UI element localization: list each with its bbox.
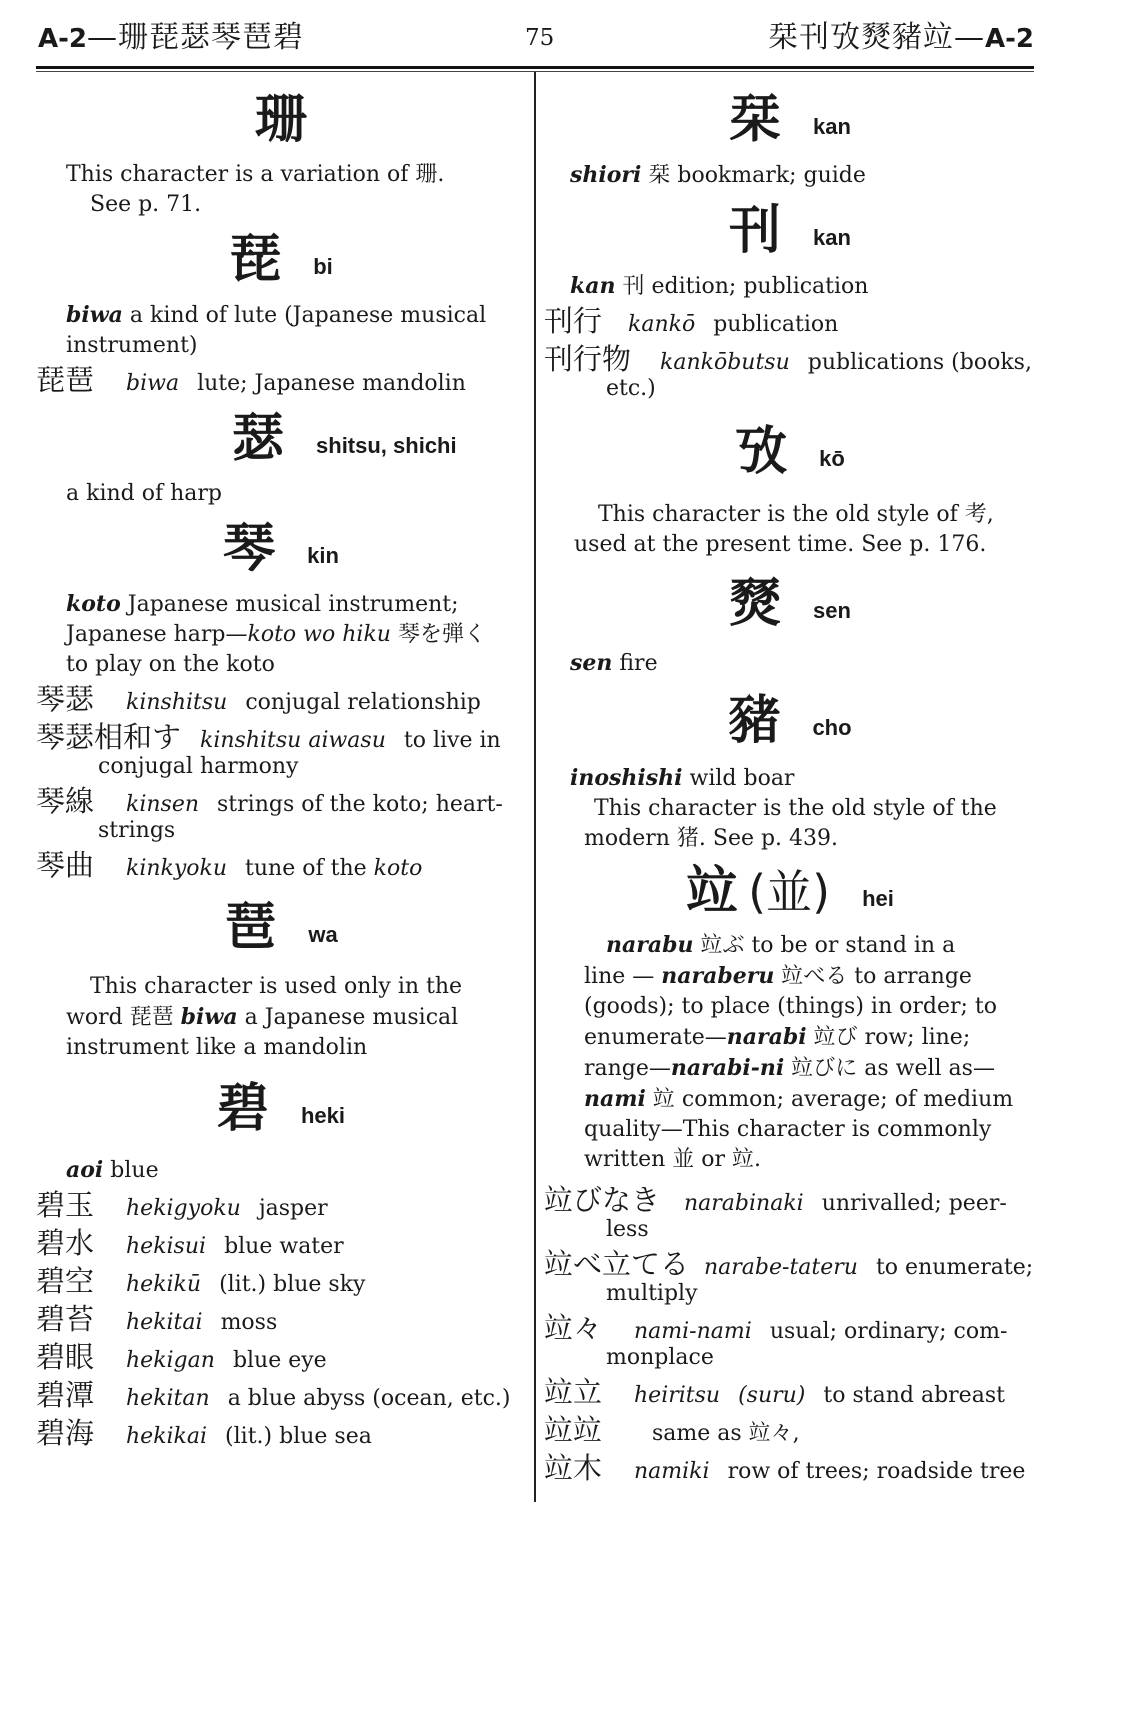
compound-meaning: strings of the koto; heart- <box>217 792 503 817</box>
compound-reading: hekikai <box>126 1424 208 1449</box>
entry-reading: wa <box>308 922 338 947</box>
entry-head <box>544 80 1036 160</box>
header-right-chars: 栞刊攷燹豬竝— <box>767 20 985 55</box>
compound-chars: 碧玉 <box>36 1188 95 1222</box>
keyword: biwa <box>180 1004 238 1030</box>
compound-row <box>36 1342 526 1376</box>
compound-reading: namiki <box>634 1459 710 1484</box>
compound-meaning: publications (books, <box>807 350 1032 375</box>
compound-chars: 刊行 <box>544 304 603 338</box>
example-kana: 琴を弾く <box>390 622 486 647</box>
definition-text: a kind of lute (Japanese musical <box>122 303 487 328</box>
compound-reading: biwa <box>126 371 180 396</box>
definition-text: 刊 edition; publication <box>615 274 869 299</box>
entry-text <box>36 1002 526 1033</box>
entry-head <box>544 854 1036 930</box>
compound-meaning: a blue abyss (ocean, etc.) <box>227 1386 511 1411</box>
entry-definition <box>544 160 1036 191</box>
compound-row <box>36 786 526 820</box>
compound-row <box>544 1453 1036 1487</box>
compound-chars: 竝べ立てる <box>544 1247 690 1281</box>
keyword: aoi <box>66 1157 104 1183</box>
compound-row <box>36 850 526 884</box>
entry-character: 燹 <box>729 574 782 634</box>
compound-continuation: less <box>606 1217 649 1242</box>
entry-definition <box>544 930 1036 961</box>
entry-text: instrument like a mandolin <box>66 1035 368 1060</box>
compound-chars: 碧空 <box>36 1264 95 1298</box>
keyword: biwa <box>66 302 123 328</box>
entry-character: 珊 <box>254 90 307 150</box>
compound-chars: 竝びなき <box>544 1183 661 1217</box>
definition-text: 竝び row; line; <box>806 1025 971 1050</box>
compound-row <box>36 1304 526 1338</box>
compound-chars: 竝々 <box>544 1311 603 1345</box>
entry-definition <box>544 763 1036 794</box>
entry-character: 碧 <box>216 1079 269 1139</box>
compound-meaning <box>245 854 526 884</box>
compound-meaning: unrivalled; peer- <box>821 1191 1007 1216</box>
compound-row <box>36 1266 526 1300</box>
entry-text: used at the present time. See p. 176. <box>574 532 987 557</box>
running-header-right <box>768 16 1034 60</box>
compound-continuation: monplace <box>606 1345 714 1370</box>
compound-chars: 刊行物 <box>544 342 632 376</box>
entry-definition: to play on the koto <box>66 652 275 677</box>
entry-definition <box>544 1022 1036 1053</box>
compound-continuation: strings <box>98 818 176 843</box>
keyword: koto <box>66 591 121 617</box>
compound-meaning: lute; Japanese mandolin <box>197 371 466 396</box>
compound-row <box>544 1249 1036 1283</box>
keyword: kan <box>570 273 616 299</box>
entry-head <box>544 191 1036 271</box>
definition-text: blue <box>103 1158 159 1183</box>
compound-row <box>544 1185 1036 1219</box>
compound-meaning: to stand abreast <box>823 1383 1005 1408</box>
compound-meaning: usual; ordinary; com- <box>769 1319 1008 1344</box>
compound-meaning: jasper <box>258 1196 328 1221</box>
entry-text-part: a Japanese musical <box>237 1005 459 1030</box>
compound-chars: 碧水 <box>36 1226 95 1260</box>
compound-chars: 碧潭 <box>36 1378 95 1412</box>
compound-reading: kinsen <box>126 792 200 817</box>
compound-row <box>544 306 1036 340</box>
definition-text: 栞 bookmark; guide <box>641 163 866 188</box>
compound-continuation: conjugal harmony <box>98 754 299 779</box>
compound-chars: 竝木 <box>544 1451 603 1485</box>
compound-row <box>544 344 1036 378</box>
compound-reading: narabinaki <box>684 1191 804 1216</box>
compound-chars: 碧海 <box>36 1416 95 1450</box>
entry-reading: kō <box>819 446 845 471</box>
entry-definition <box>544 1053 1036 1084</box>
compound-reading: hekigan <box>126 1348 215 1373</box>
entry-reading: cho <box>812 715 852 740</box>
definition-text: 竝べる to arrange <box>774 964 972 989</box>
entry-definition: written 並 or 竝. <box>584 1147 761 1172</box>
compound-meaning: blue water <box>224 1234 344 1259</box>
compound-row <box>36 684 526 718</box>
left-column <box>36 80 526 1452</box>
compound-row <box>36 1228 526 1262</box>
entry-reading: heki <box>300 1103 346 1128</box>
entry-text: This character is a variation of 珊. <box>66 162 445 187</box>
compound-meaning: same as 竝々, <box>652 1421 800 1446</box>
compound-row <box>36 1418 526 1452</box>
entry-character: 刊 <box>729 201 782 261</box>
entry-head <box>544 679 1036 763</box>
entry-definition <box>544 648 1036 679</box>
compound-reading: kankō <box>628 312 696 337</box>
keyword: nami <box>584 1086 646 1112</box>
compound-reading: kankōbutsu <box>660 350 790 375</box>
entry-reading: kan <box>813 114 851 139</box>
compound-meaning: conjugal relationship <box>245 690 481 715</box>
compound-reading: nami-nami <box>634 1319 752 1344</box>
entry-text: This character is the old style of the <box>594 796 997 821</box>
compound-reading: kinshitsu aiwasu <box>200 728 386 753</box>
definition-text: range— <box>584 1056 671 1081</box>
entry-variant-character: (並) <box>748 865 831 919</box>
entry-character: 琶 <box>224 898 277 958</box>
compound-chars: 琵琶 <box>36 363 95 397</box>
entry-definition: quality—This character is commonly <box>584 1117 992 1142</box>
compound-row <box>36 365 526 399</box>
compound-chars: 琴瑟 <box>36 682 95 716</box>
entry-character: 攷 <box>735 422 788 482</box>
running-header-left <box>38 16 304 60</box>
entry-character: 琵 <box>229 230 282 290</box>
compound-reading: hekitan <box>126 1386 210 1411</box>
entry-text: This character is the old style of 考, <box>598 502 994 527</box>
definition-text: wild boar <box>682 766 795 791</box>
entry-character: 瑟 <box>232 409 285 469</box>
entry-definition <box>544 271 1036 302</box>
entry-reading: shitsu, shichi <box>316 433 457 458</box>
entry-reading: hei <box>862 886 894 911</box>
compound-meaning: (lit.) blue sea <box>225 1424 372 1449</box>
entry-text: See p. 71. <box>90 192 202 217</box>
entry-head <box>544 404 1036 500</box>
keyword: shiori <box>570 162 642 188</box>
entry-character: 竝 <box>686 862 739 922</box>
definition-text: Japanese musical instrument; <box>120 592 459 617</box>
entry-head <box>544 560 1036 648</box>
compound-chars: 竝立 <box>544 1375 603 1409</box>
compound-reading: hekisui <box>126 1234 207 1259</box>
entry-head <box>36 509 526 589</box>
entry-definition <box>544 1084 1036 1115</box>
compound-chars: 碧苔 <box>36 1302 95 1336</box>
compound-chars: 琴曲 <box>36 848 95 882</box>
entry-reading: sen <box>813 598 851 623</box>
compound-chars: 竝竝 <box>544 1413 603 1447</box>
entry-reading: kan <box>813 225 851 250</box>
compound-continuation: multiply <box>606 1281 698 1306</box>
entry-text: modern 猪. See p. 439. <box>584 826 839 851</box>
compound-row <box>36 1380 526 1414</box>
entry-text-part: word 琵琶 <box>66 1005 181 1030</box>
example-reading: koto wo hiku <box>247 622 391 647</box>
definition-text: fire <box>612 651 658 676</box>
entry-definition: a kind of harp <box>66 481 222 506</box>
compound-reading-suffix: (suru) <box>738 1383 806 1408</box>
header-right-code: A-2 <box>984 24 1034 54</box>
column-divider <box>534 72 536 1502</box>
compound-reading: kinkyoku <box>126 856 228 881</box>
entry-character: 栞 <box>729 90 782 150</box>
right-column <box>544 80 1036 1487</box>
page-number: 75 <box>525 25 555 51</box>
entry-head <box>36 884 526 972</box>
compound-meaning: moss <box>220 1310 278 1335</box>
compound-row <box>544 1313 1036 1347</box>
compound-reading: hekikū <box>126 1272 202 1297</box>
compound-meaning: to enumerate; <box>875 1255 1034 1280</box>
compound-chars: 碧眼 <box>36 1340 95 1374</box>
entry-reading: bi <box>313 254 333 279</box>
header-left-chars: —珊琵瑟琴琶碧 <box>87 20 305 55</box>
compound-reading: hekitai <box>126 1310 203 1335</box>
definition-text: Japanese harp— <box>66 622 248 647</box>
entry-definition: instrument) <box>66 333 198 358</box>
compound-meaning-italic: koto <box>373 856 423 881</box>
compound-row <box>36 722 526 756</box>
keyword: narabi <box>726 1024 807 1050</box>
keyword: sen <box>570 650 613 676</box>
compound-row <box>36 1190 526 1224</box>
entry-character: 豬 <box>728 691 781 751</box>
entry-definition <box>544 961 1036 992</box>
spacer <box>544 1175 1036 1181</box>
entry-head <box>36 80 526 160</box>
entry-definition <box>36 589 526 620</box>
definition-text: line — <box>584 964 662 989</box>
compound-meaning: row of trees; roadside tree <box>727 1459 1026 1484</box>
entry-head <box>36 1063 526 1155</box>
entry-definition <box>36 620 526 650</box>
entry-text: This character is used only in the <box>90 974 463 999</box>
definition-text: 竝ぶ to be or stand in a <box>693 933 956 958</box>
compound-meaning: to live in <box>403 728 501 753</box>
entry-definition <box>36 1155 526 1186</box>
entry-definition: (goods); to place (things) in order; to <box>584 994 997 1019</box>
keyword: naraberu <box>661 963 775 989</box>
entry-head <box>36 399 526 479</box>
compound-meaning: blue eye <box>232 1348 327 1373</box>
compound-reading: narabe-tateru <box>704 1255 858 1280</box>
compound-row <box>544 1377 1036 1411</box>
entry-head <box>36 220 526 300</box>
keyword: narabi-ni <box>670 1055 785 1081</box>
definition-text: 竝びに as well as— <box>784 1056 995 1081</box>
compound-meaning: (lit.) blue sky <box>219 1272 366 1297</box>
compound-reading: heiritsu <box>634 1383 721 1408</box>
entry-character: 琴 <box>223 519 276 579</box>
definition-text: enumerate— <box>584 1025 727 1050</box>
header-left-code: A-2 <box>38 24 88 54</box>
compound-chars: 琴線 <box>36 784 95 818</box>
compound-meaning-text: tune of the <box>245 856 374 881</box>
header-rule <box>36 66 1034 69</box>
compound-reading: hekigyoku <box>126 1196 241 1221</box>
keyword: narabu <box>606 932 694 958</box>
compound-reading: kinshitsu <box>126 690 228 715</box>
compound-row <box>544 1415 1036 1449</box>
compound-continuation: etc.) <box>606 376 656 401</box>
compound-meaning: publication <box>713 312 839 337</box>
entry-definition <box>36 300 526 331</box>
compound-chars: 琴瑟相和す <box>36 720 182 754</box>
entry-reading: kin <box>307 543 339 568</box>
keyword: inoshishi <box>570 765 683 791</box>
definition-text: 竝 common; average; of medium <box>645 1087 1014 1112</box>
